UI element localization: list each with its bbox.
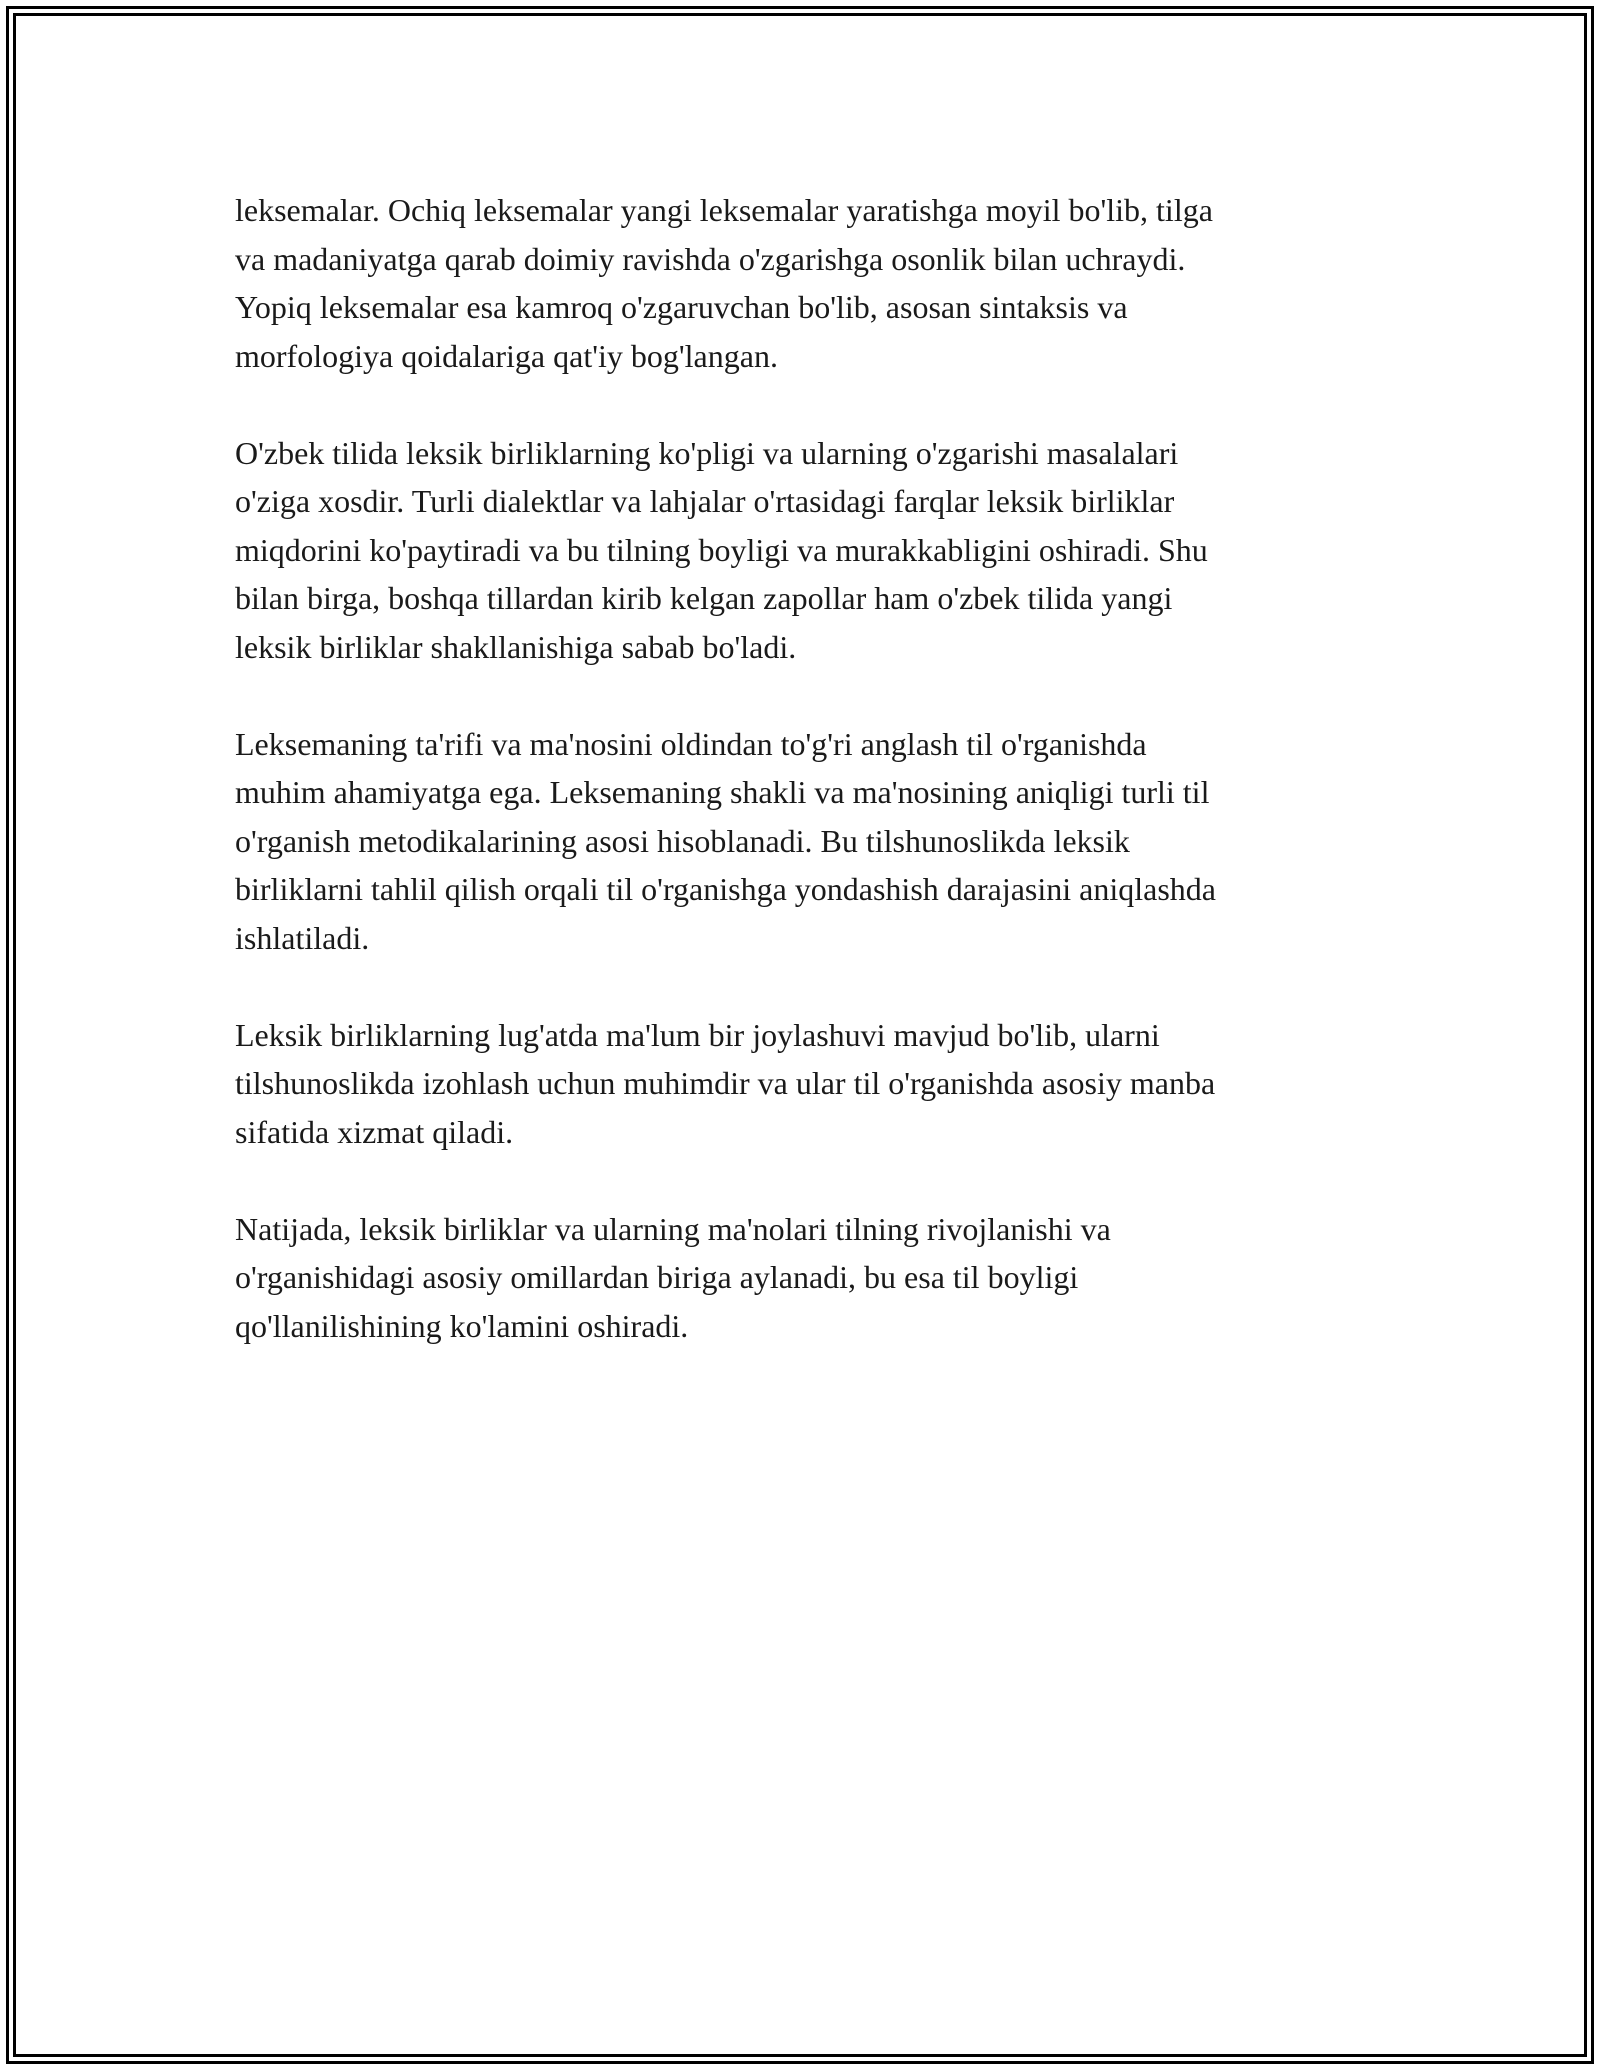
paragraph-3: Leksemaning ta'rifi va ma'nosini oldindan to'g'ri anglash til o'rganishda muhim ahamiyatga ega. Leksemaning shakli va ma'nosining aniqligi turli til o'rganish metodikalarining asosi hisoblanadi. Bu tilshunoslikda leksik birliklarni tahlil qilish orqali til o'rganishga yondashish darajasini aniqlashda ishlatiladi. — [235, 725, 1216, 956]
document-body — [235, 186, 1375, 1399]
paragraph-5: Natijada, leksik birliklar va ularning ma'nolari tilning rivojlanishi va o'rganishidagi asosiy omillardan biriga aylanadi, bu esa til boyligi qo'llanilishining ko'lamini oshiradi. — [235, 1210, 1111, 1344]
paragraph-4: Leksik birliklarning lug'atda ma'lum bir joylashuvi mavjud bo'lib, ularni tilshunoslikda izohlash uchun muhimdir va ular til o'rganishda asosiy manba sifatida xizmat qiladi. — [235, 1016, 1216, 1150]
paragraph-2: O'zbek tilida leksik birliklarning ko'pligi va ularning o'zgarishi masalalari o'ziga xosdir. Turli dialektlar va lahjalar o'rtasidagi farqlar leksik birliklar miqdorini ko'paytiradi va bu tilning boyligi va murakkabligini oshiradi. Shu bilan birga, boshqa tillardan kirib kelgan zapollar ham o'zbek tilida yangi leksik birliklar shakllanishiga sabab bo'ladi. — [235, 434, 1208, 665]
paragraph-1: leksemalar. Ochiq leksemalar yangi leksemalar yaratishga moyil bo'lib, tilga va madaniyatga qarab doimiy ravishda o'zgarishga osonlik bilan uchraydi. Yopiq leksemalar esa kamroq o'zgaruvchan bo'lib, asosan sintaksis va morfologiya qoidalariga qat'iy bog'langan. — [235, 192, 1213, 374]
